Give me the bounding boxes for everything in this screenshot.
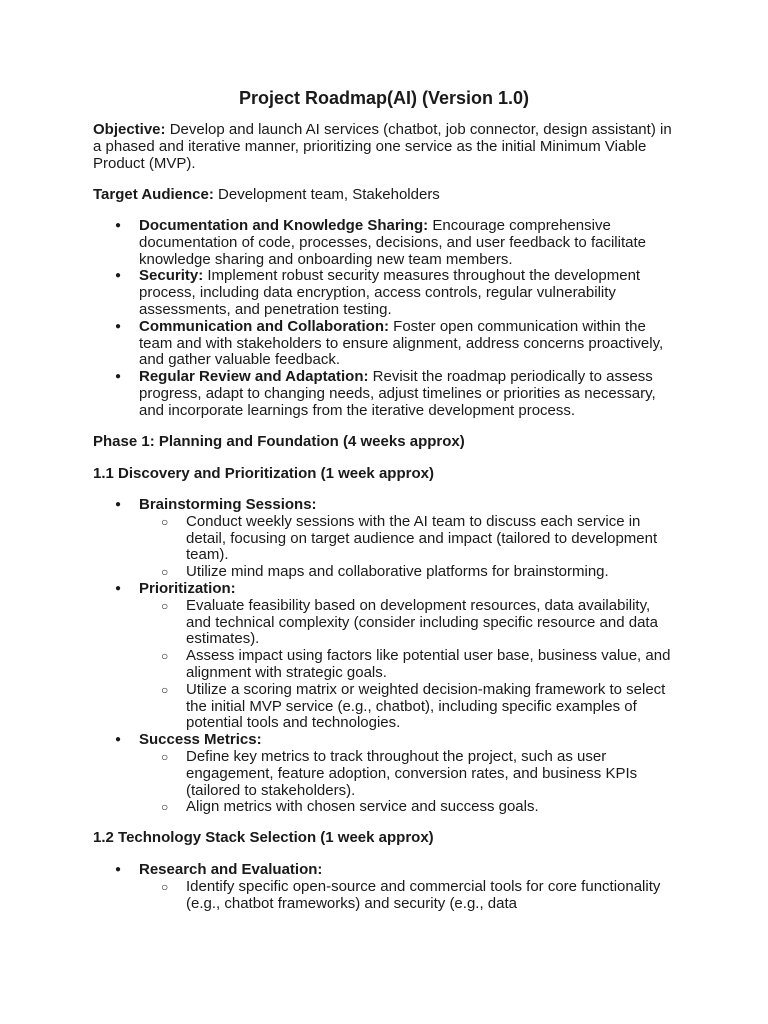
section-1-2-heading: 1.2 Technology Stack Selection (1 week approx): [93, 829, 434, 846]
sub-list-item: ○ Assess impact using factors like potential user base, business value, and alignment with strategic goals.: [139, 648, 678, 682]
audience-text: Development team, Stakeholders: [213, 186, 440, 203]
principle-text: Foster open communication within the team and with stakeholders to ensure alignment, address concerns proactively, and gather valuable feedback.: [139, 317, 664, 369]
section-1-1-list: [93, 497, 678, 816]
principle-text: Revisit the roadmap periodically to assess progress, adapt to changing needs, adjust timelines or priorities as necessary, and incorporate learnings from the iterative development process.: [139, 368, 656, 419]
audience-label: Target Audience:: [93, 186, 214, 203]
list-item: [93, 732, 678, 816]
list-item: [93, 581, 678, 732]
sub-list-item: ○ Define key metrics to track throughout the project, such as user engagement, feature adoption, conversion rates, and business KPIs (tailored to stakeholders).: [139, 749, 678, 799]
list-item: [93, 497, 678, 581]
objective-text: Develop and launch AI services (chatbot, job connector, design assistant) in a phased and iterative manner, prioritizing one service as the initial Minimum Viable Product (MVP).: [93, 121, 672, 172]
sub-list-item: ○ Utilize a scoring matrix or weighted decision-making framework to select the initial MVP service (e.g., chatbot), including specific examples of potential tools and technologies.: [139, 682, 678, 732]
list-item: [93, 319, 678, 369]
item-label: Research and Evaluation:: [139, 861, 323, 878]
list-item: [93, 862, 678, 912]
principle-label: Regular Review and Adaptation:: [139, 368, 369, 386]
objective-label: Objective:: [93, 121, 166, 138]
sub-list-item: ○ Conduct weekly sessions with the AI team to discuss each service in detail, focusing on target audience and impact (tailored to development team).: [139, 514, 678, 564]
item-label: Success Metrics:: [139, 731, 262, 749]
sub-list: [139, 598, 678, 732]
sub-list: [139, 749, 678, 816]
list-item: [93, 218, 678, 268]
sub-list-item: ○ Align metrics with chosen service and success goals.: [139, 799, 678, 816]
audience-paragraph: [93, 187, 678, 204]
section-1-2-list: [93, 862, 678, 912]
principle-text: Encourage comprehensive documentation of code, processes, decisions, and user feedback to facilitate knowledge sharing and onboarding new team members.: [139, 217, 646, 268]
section-1-1-heading: 1.1 Discovery and Prioritization (1 week approx): [93, 465, 434, 482]
principle-label: Documentation and Knowledge Sharing:: [139, 217, 429, 234]
principle-label: Communication and Collaboration:: [139, 317, 389, 335]
principles-list: [93, 218, 678, 420]
document-title: Project Roadmap(AI) (Version 1.0): [238, 88, 530, 108]
principle-label: Security:: [139, 267, 204, 285]
sub-list-item: ○ Evaluate feasibility based on development resources, data availability, and technical complexity (consider including specific resource and data estimates).: [139, 598, 678, 648]
objective-paragraph: [93, 122, 678, 172]
principle-text: Implement robust security measures throughout the development process, including data encryption, access controls, regular vulnerability assessments, and penetration testing.: [139, 267, 641, 318]
sub-list-item: ○ Identify specific open-source and commercial tools for core functionality (e.g., chatbot frameworks) and security (e.g., data: [139, 879, 678, 913]
list-item: [93, 369, 678, 419]
sub-list: [139, 514, 678, 581]
item-label: Brainstorming Sessions:: [139, 496, 317, 513]
list-item: [93, 268, 678, 318]
sub-list-item: ○ Utilize mind maps and collaborative platforms for brainstorming.: [139, 564, 678, 581]
item-label: Prioritization:: [139, 579, 236, 597]
phase-1-heading: Phase 1: Planning and Foundation (4 weeks approx): [93, 433, 465, 450]
sub-list: [139, 879, 678, 913]
